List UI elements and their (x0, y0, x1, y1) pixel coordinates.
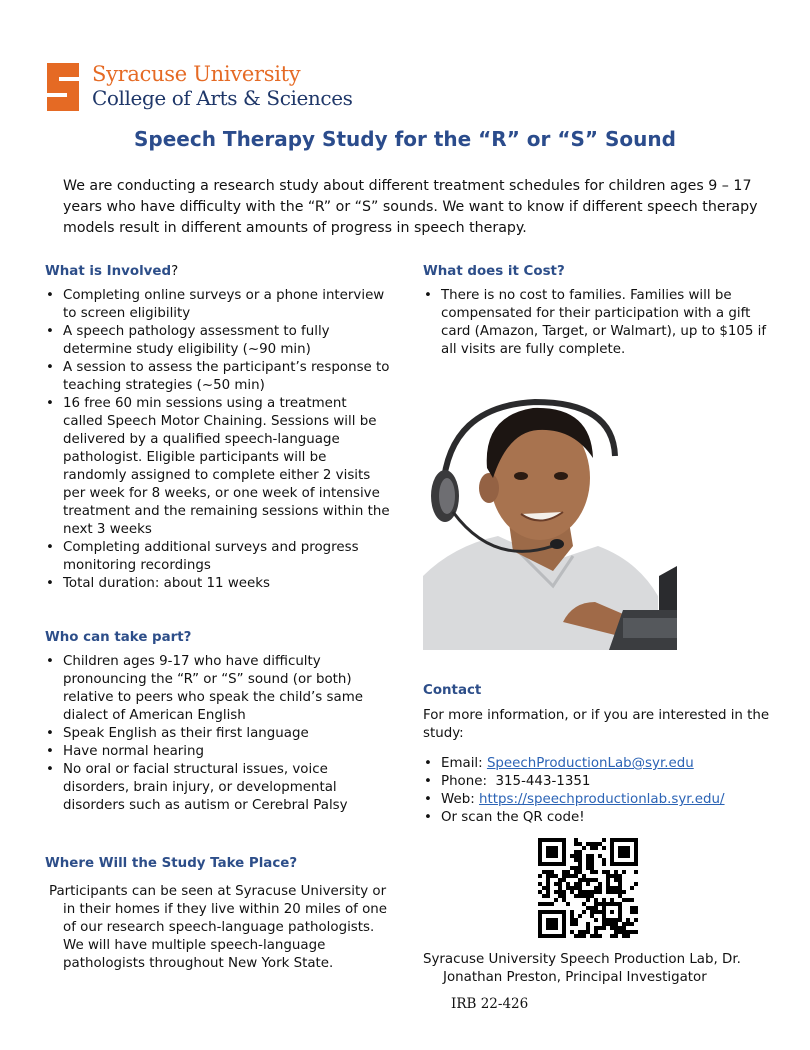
involved-list (45, 287, 390, 593)
list-item: • A session to assess the participant’s response to teaching strategies (~50 min) (45, 359, 390, 395)
web-label: Web: (441, 792, 475, 807)
logo-college: College of Arts & Sciences (92, 86, 353, 110)
list-item: • There is no cost to families. Families will be compensated for their participation with a gift card (Amazon, Target, or Walmart), up to $105 if all visits are fully complete. (423, 287, 773, 359)
contact-list (423, 755, 773, 827)
syracuse-s-logo-icon (44, 62, 82, 112)
email-label: Email: (441, 756, 483, 771)
cost-section (423, 264, 773, 359)
list-item: • Completing online surveys or a phone interview to screen eligibility (45, 287, 390, 323)
phone-label: Phone: (441, 774, 487, 789)
where-section (45, 856, 390, 973)
contact-section (423, 683, 773, 827)
involved-heading (45, 264, 390, 279)
list-item: • Have normal hearing (45, 743, 390, 761)
contact-phone-item (423, 773, 773, 791)
involved-section (45, 264, 390, 593)
cost-list (423, 287, 773, 359)
student-headset-photo (423, 396, 677, 650)
intro-paragraph: We are conducting a research study about different treatment schedules for children ages 9 – 17 years who have difficulty with the “R” or “S” sounds. We want to know if different speech therapy models result in different amounts of progress in speech therapy. (63, 178, 758, 236)
footer-lab (423, 951, 768, 987)
list-item: • Children ages 9-17 who have difficulty pronouncing the “R” or “S” sound (or both) relative to peers who speak the child’s same dialect of American English (45, 653, 390, 725)
contact-email-item (423, 755, 773, 773)
contact-web-item (423, 791, 773, 809)
who-list (45, 653, 390, 815)
irb-number: IRB 22-426 (451, 996, 529, 1012)
list-item: • Speak English as their first language (45, 725, 390, 743)
list-item: • No oral or facial structural issues, voice disorders, brain injury, or developmental disorders such as autism or Cerebral Palsy (45, 761, 390, 815)
who-heading: Who can take part? (45, 630, 192, 645)
where-heading: Where Will the Study Take Place? (45, 856, 298, 871)
cost-heading: What does it Cost? (423, 264, 565, 279)
who-section (45, 630, 390, 815)
qr-code[interactable] (538, 838, 638, 938)
web-link[interactable]: https://speechproductionlab.syr.edu/ (478, 792, 725, 807)
logo-wordmark (92, 62, 353, 110)
contact-text: For more information, or if you are interested in the study: (423, 708, 770, 741)
list-item: • Total duration: about 11 weeks (45, 575, 390, 593)
phone-number: 315-443-1351 (495, 774, 591, 789)
where-text: Participants can be seen at Syracuse University or in their homes if they live within 20 miles of one of our research speech-language pathologists. We will have multiple speech-language pathologists throughout New York State. (49, 884, 388, 971)
logo-university: Syracuse University (92, 62, 301, 86)
qr-prompt: • Or scan the QR code! (423, 809, 773, 827)
footer-lab-text: Syracuse University Speech Production Lab, Dr. Jonathan Preston, Principal Investigator (423, 952, 741, 985)
list-item: • 16 free 60 min sessions using a treatment called Speech Motor Chaining. Sessions will be delivered by a qualified speech-language pathologist. Eligible participants will be randomly assigned to complete either 2 visits per week for 8 weeks, or one week of intensive treatment and the remaining sessions within the next 3 weeks (45, 395, 390, 539)
list-item: • A speech pathology assessment to fully determine study eligibility (~90 min) (45, 323, 390, 359)
email-link[interactable]: SpeechProductionLab@syr.edu (486, 756, 694, 771)
contact-heading: Contact (423, 683, 482, 698)
involved-heading-text: What is Involved (45, 264, 172, 279)
involved-heading-suffix: ? (171, 264, 179, 279)
page-title: Speech Therapy Study for the “R” or “S” Sound (134, 127, 676, 151)
list-item: • Completing additional surveys and progress monitoring recordings (45, 539, 390, 575)
